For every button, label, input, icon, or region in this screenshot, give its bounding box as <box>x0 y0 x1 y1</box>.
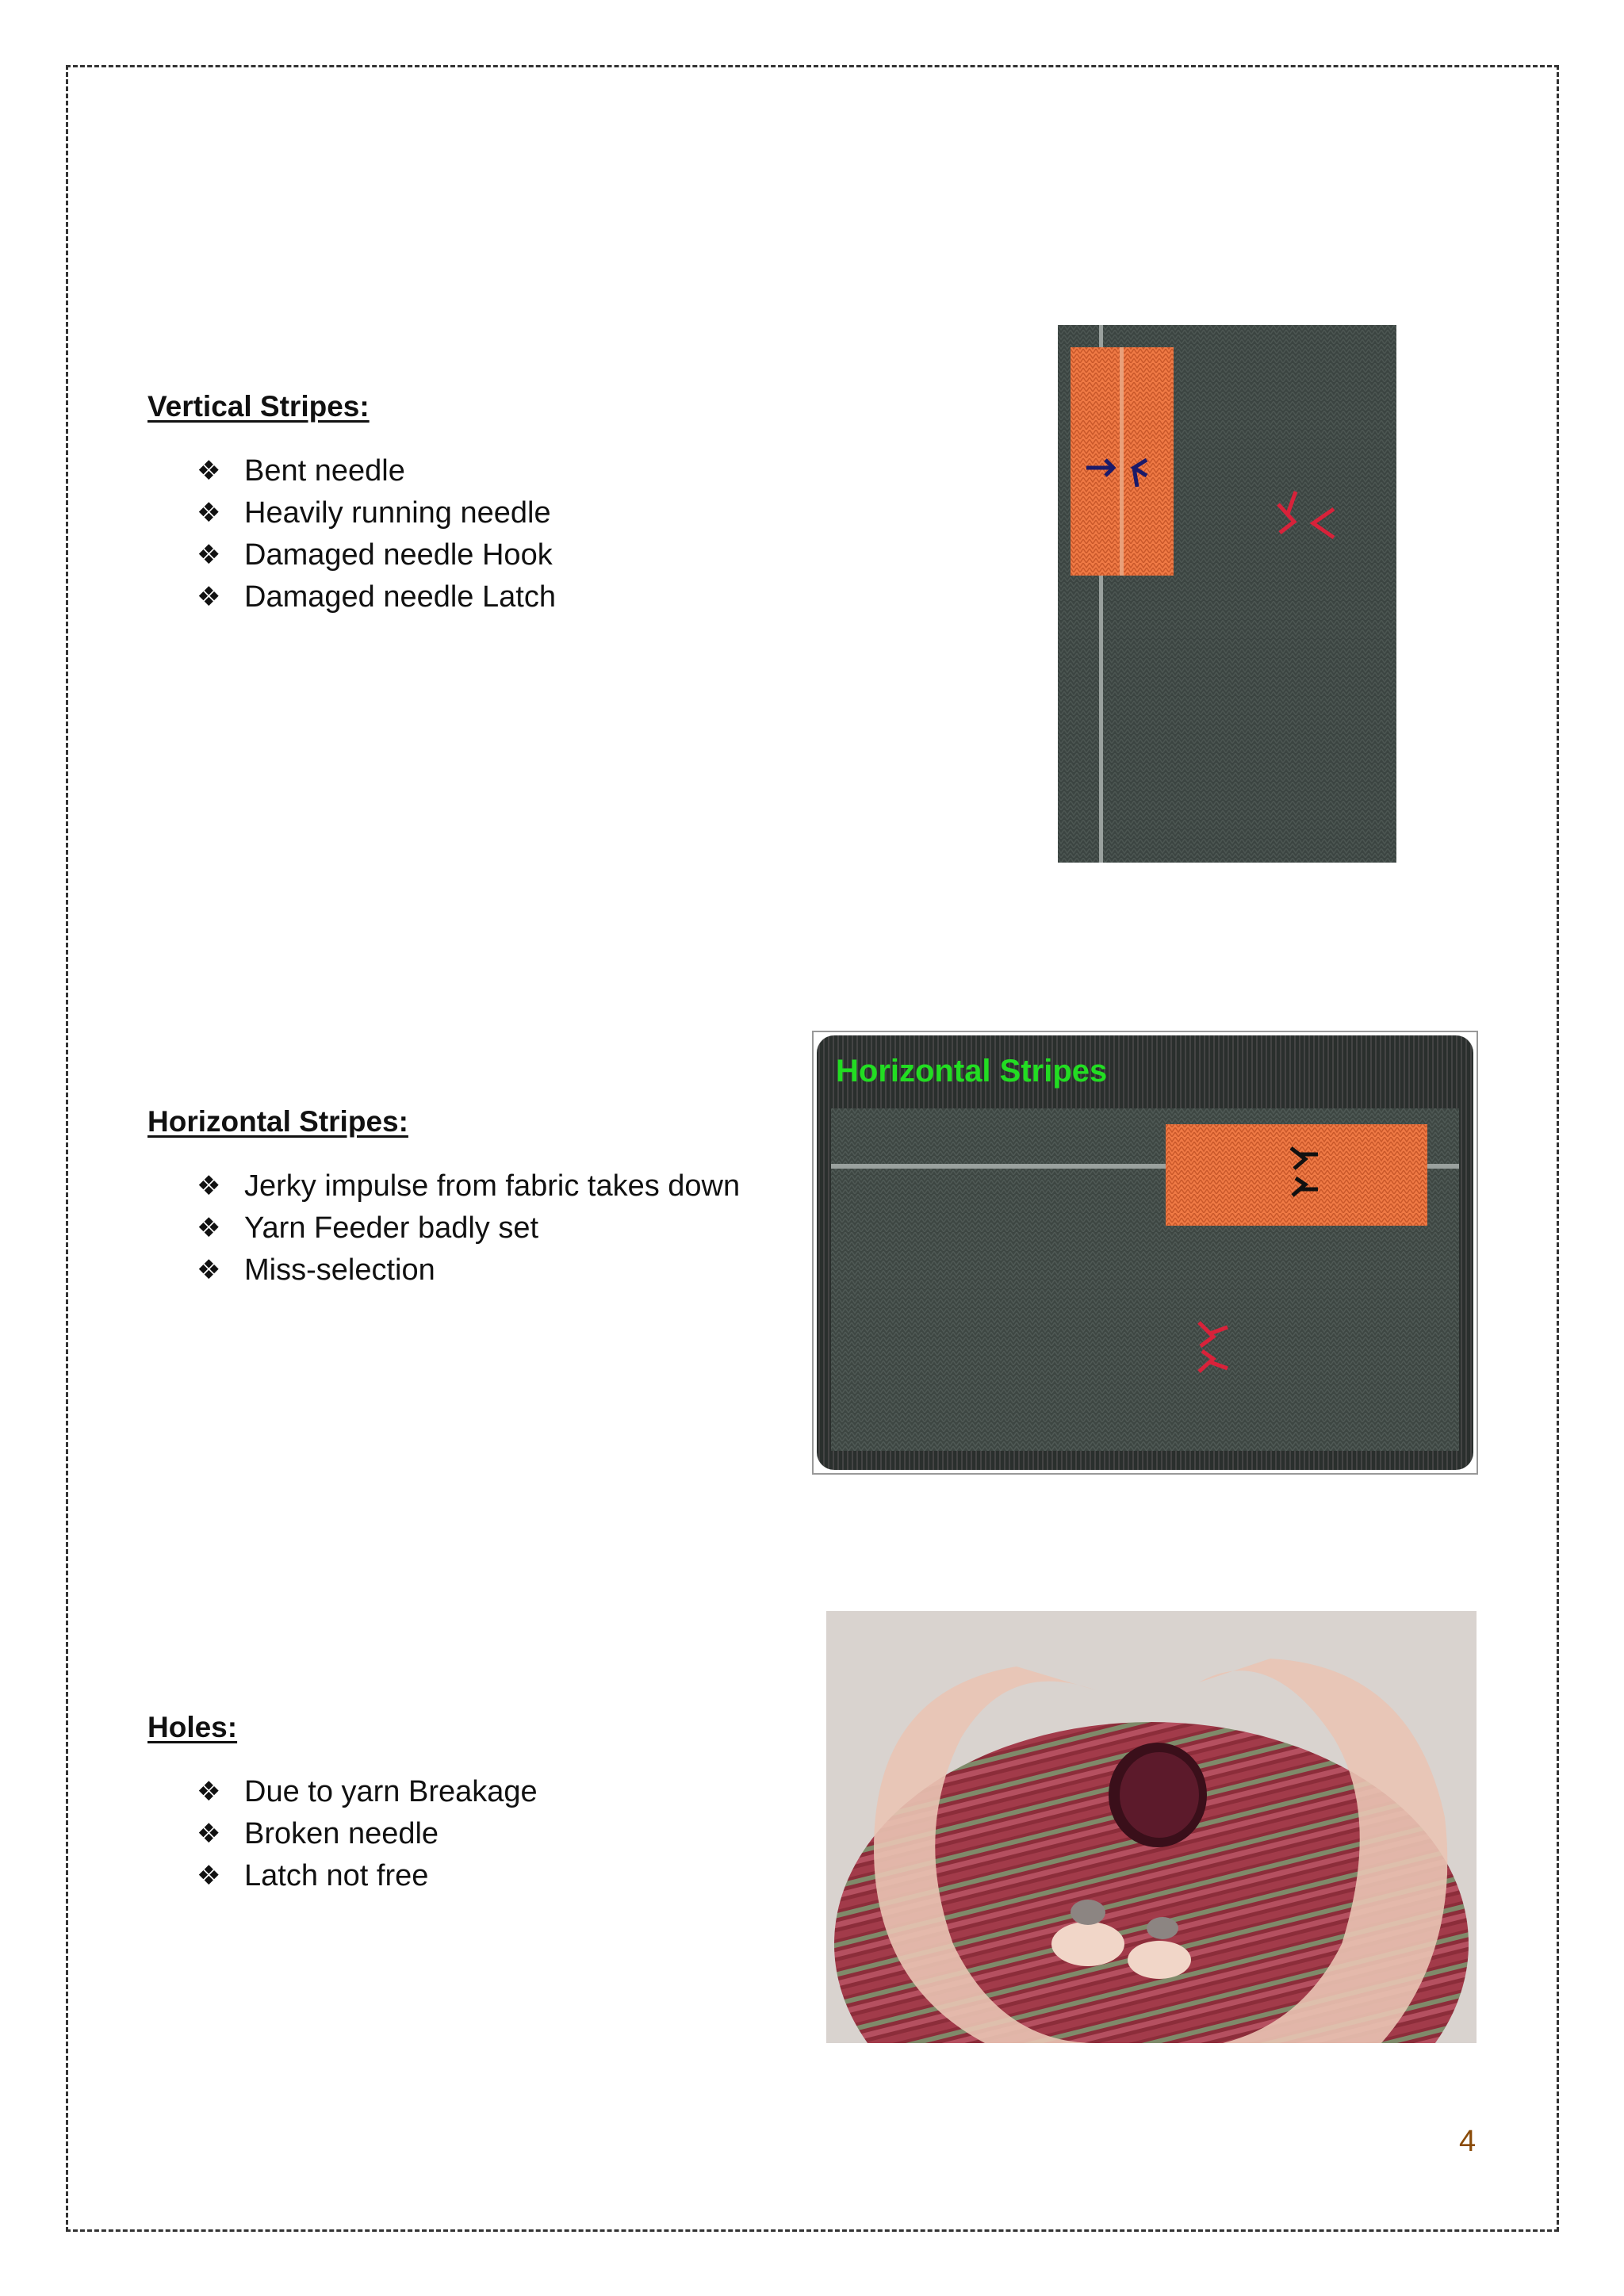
image-caption: Horizontal Stripes <box>836 1054 1108 1089</box>
list-item: ❖ Latch not free <box>147 1855 538 1897</box>
list-item: ❖ Yarn Feeder badly set <box>147 1207 740 1249</box>
list-item: ❖ Due to yarn Breakage <box>147 1771 538 1813</box>
section-holes <box>147 1711 538 1897</box>
four-diamond-bullet-icon: ❖ <box>197 456 221 486</box>
heading-horizontal-stripes: Horizontal Stripes: <box>147 1105 408 1138</box>
page-number: 4 <box>1459 2125 1477 2158</box>
vertical-stripes-list <box>147 450 556 618</box>
four-diamond-bullet-icon: ❖ <box>197 540 221 570</box>
four-diamond-bullet-icon: ❖ <box>197 1213 221 1243</box>
section-horizontal-stripes <box>147 1105 740 1292</box>
vertical-stripes-image <box>1058 325 1396 863</box>
four-diamond-bullet-icon: ❖ <box>197 1171 221 1201</box>
heading-vertical-stripes: Vertical Stripes: <box>147 390 370 423</box>
list-item: ❖ Damaged needle Latch <box>147 576 556 618</box>
four-diamond-bullet-icon: ❖ <box>197 582 221 612</box>
list-item: ❖ Bent needle <box>147 450 556 492</box>
holes-list <box>147 1771 538 1897</box>
list-item: ❖ Broken needle <box>147 1813 538 1855</box>
four-diamond-bullet-icon: ❖ <box>197 1777 221 1807</box>
list-item: ❖ Heavily running needle <box>147 492 556 534</box>
list-item: ❖ Damaged needle Hook <box>147 534 556 576</box>
four-diamond-bullet-icon: ❖ <box>197 1819 221 1849</box>
four-diamond-bullet-icon: ❖ <box>197 1255 221 1285</box>
list-item: ❖ Jerky impulse from fabric takes down <box>147 1165 740 1207</box>
four-diamond-bullet-icon: ❖ <box>197 498 221 528</box>
holes-image <box>826 1611 1477 2043</box>
horizontal-stripes-image <box>812 1031 1478 1475</box>
section-vertical-stripes <box>147 390 556 618</box>
four-diamond-bullet-icon: ❖ <box>197 1861 221 1891</box>
list-item: ❖ Miss-selection <box>147 1249 740 1292</box>
horizontal-stripes-list <box>147 1165 740 1292</box>
heading-holes: Holes: <box>147 1711 238 1743</box>
